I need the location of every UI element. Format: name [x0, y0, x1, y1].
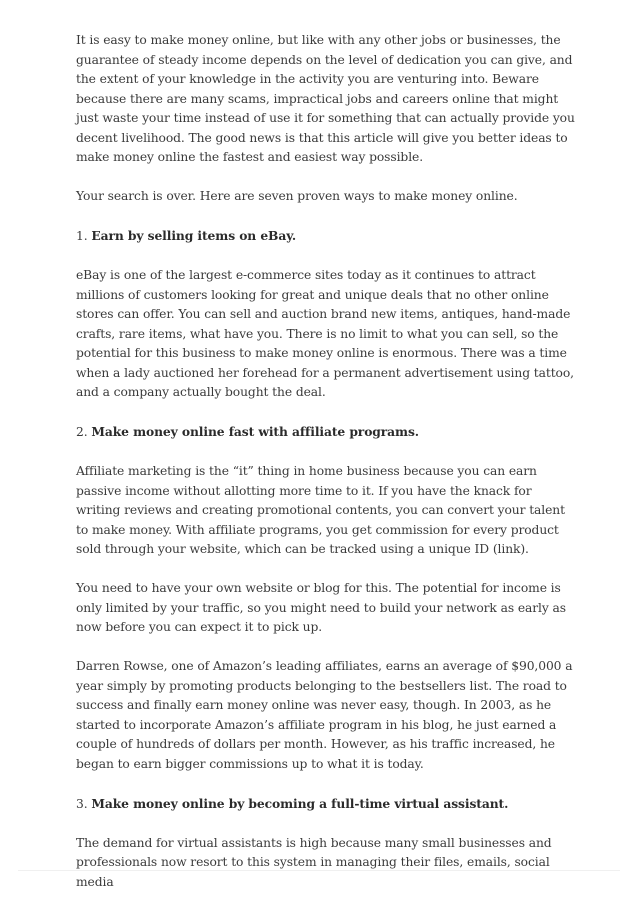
page-bottom-edge: [18, 870, 620, 871]
section-heading-ebay: [76, 226, 576, 247]
section-number: 1.: [76, 229, 88, 243]
section-number: 3.: [76, 796, 88, 811]
affiliate-paragraph: Affiliate marketing is the “it” thing in home business because you can earn passive income without allotting more time to it. If you have the knack for writing reviews and creating promotional contents, you can convert your talent to make money. With affiliate programs, you get commission for every product sold through your website, which can be tracked using a unique ID (link).: [76, 464, 565, 556]
intro-paragraph: It is easy to make money online, but like with any other jobs or businesses, the guarantee of steady income depends on the level of dedication you can give, and the extent of your knowledge in the activity you are venturing into. Beware because there are many scams, impractical jobs and careers online that might just waste your time instead of use it for something that can actually provide you decent livelihood. The good news is that this article will give you better ideas to make money online the fastest and easiest way possible.: [76, 33, 575, 164]
section-title: Earn by selling items on eBay.: [91, 228, 297, 243]
section-number: 2.: [76, 425, 88, 439]
section-title: Make money online fast with affiliate programs.: [91, 424, 419, 439]
affiliate-website-paragraph: You need to have your own website or blog for this. The potential for income is only limited by your traffic, so you might need to build your network as early as now before you can expect it to pick up.: [76, 581, 566, 634]
section-heading-affiliate: [76, 422, 576, 443]
section-title: Make money online by becoming a full-time virtual assistant.: [91, 795, 509, 811]
section-heading-virtual-assistant: [76, 794, 576, 815]
virtual-assistant-paragraph: The demand for virtual assistants is high because many small businesses and professionals now resort to this system in managing their files, emails, social media: [76, 835, 552, 889]
ebay-paragraph: eBay is one of the largest e-commerce sites today as it continues to attract millions of customers looking for great and unique deals that no other online stores can offer. You can sell and auction brand new items, antiques, hand-made crafts, rare items, what have you. There is no limit to what you can sell, so the potential for this business to make money online is enormous. There was a time when a lady auctioned her forehead for a permanent advertisement using tattoo, and a company actually bought the deal.: [76, 268, 574, 399]
search-over-paragraph: Your search is over. Here are seven proven ways to make money online.: [76, 189, 518, 203]
darren-rowse-paragraph: Darren Rowse, one of Amazon’s leading affiliates, earns an average of $90,000 a year simply by promoting products belonging to the bestsellers list. The road to success and finally earn money online was never easy, though. In 2003, as he started to incorporate Amazon’s affiliate program in his blog, he just earned a couple of hundreds of dollars per month. However, as his traffic increased, he began to earn bigger commissions up to what it is today.: [76, 659, 573, 771]
article-body: [76, 31, 576, 912]
